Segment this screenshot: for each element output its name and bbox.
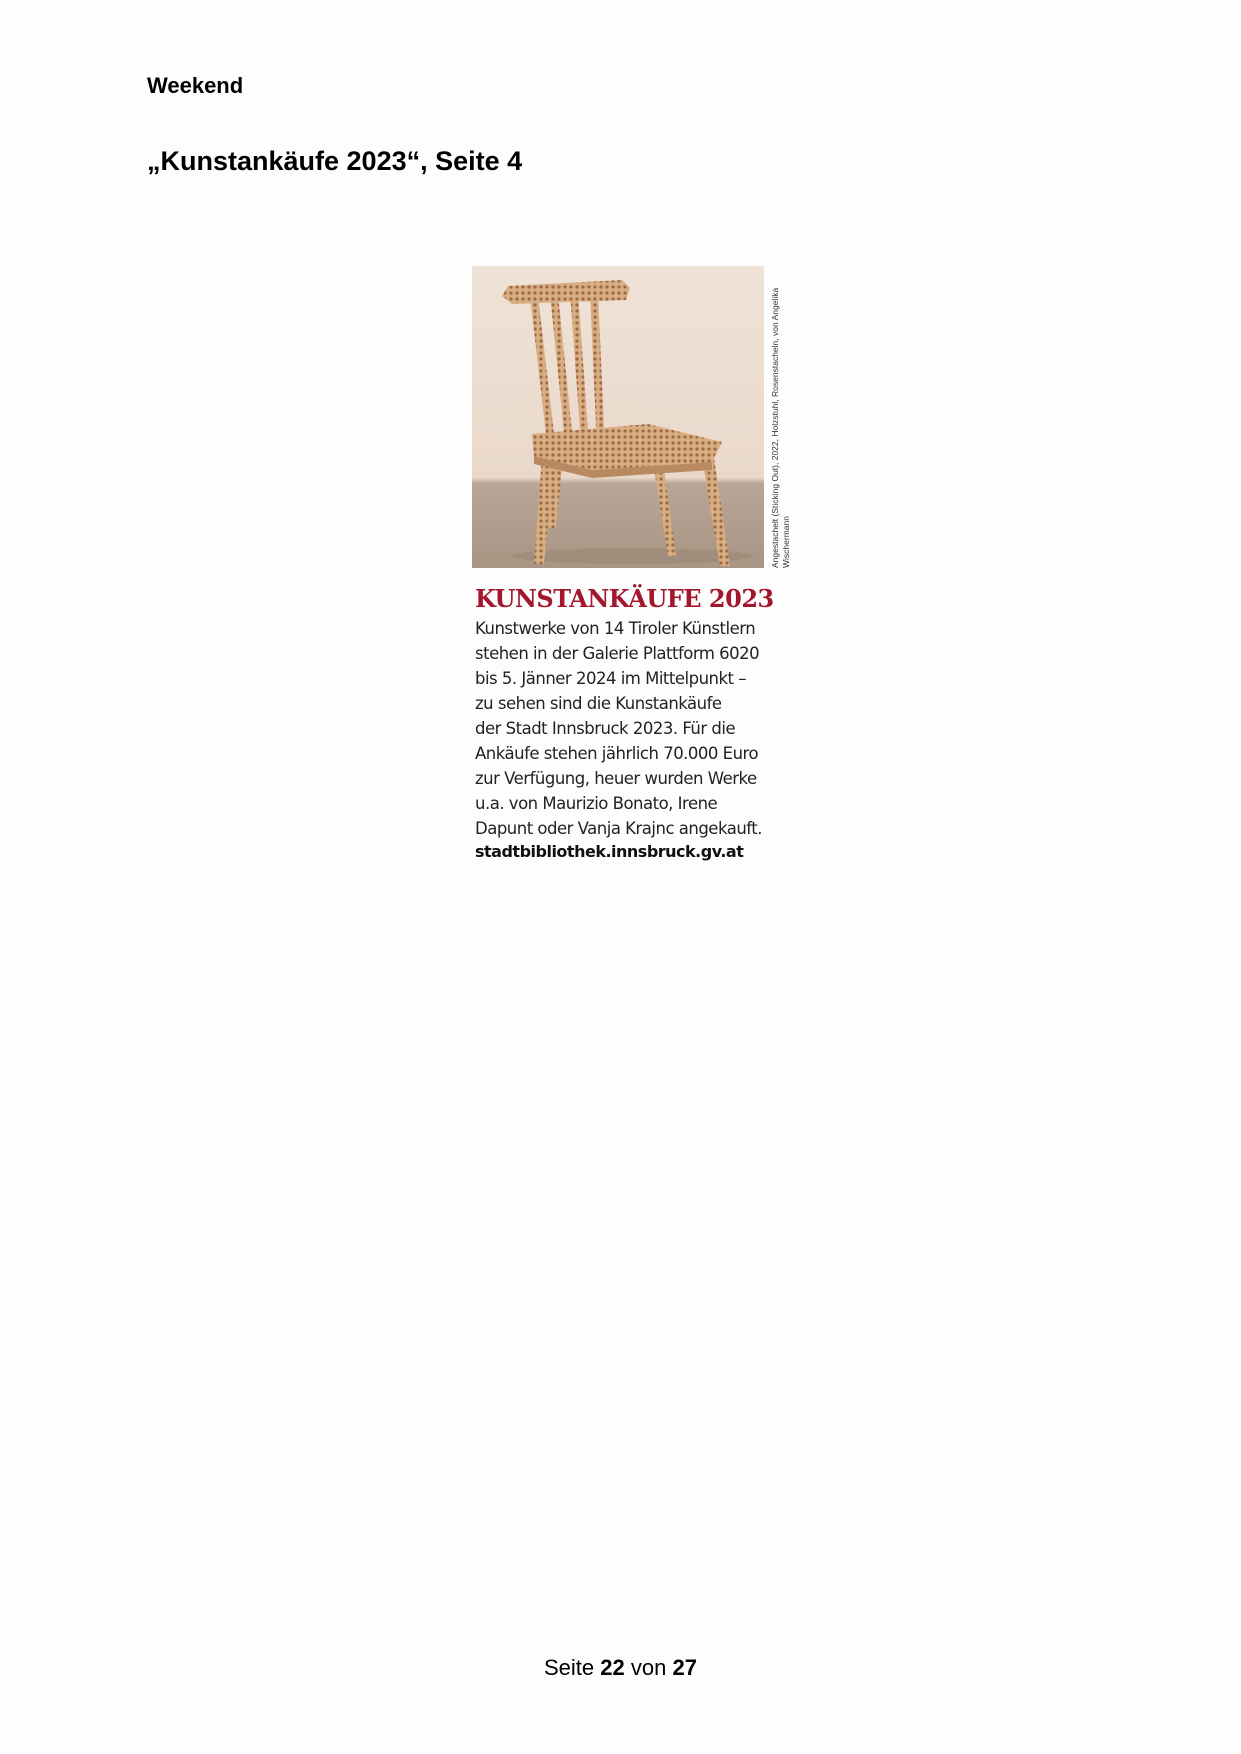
publication-name: Weekend bbox=[147, 73, 244, 98]
chair-photo bbox=[472, 266, 764, 568]
article-headline: KUNSTANKÄUFE 2023 bbox=[475, 584, 774, 613]
photo-credit: Angestachelt (Sticking Out), 2022, Holzstuhl, Rosenstacheln, von Angelika Wischermann bbox=[770, 287, 791, 568]
chair-illustration bbox=[472, 266, 764, 568]
page-separator: von bbox=[630, 1655, 667, 1680]
total-pages: 27 bbox=[672, 1655, 697, 1680]
current-page: 22 bbox=[600, 1655, 625, 1680]
article-url: stadtbibliothek.innsbruck.gv.at bbox=[475, 842, 744, 861]
page-label: Seite bbox=[544, 1655, 595, 1680]
article-body: Kunstwerke von 14 Tiroler Künstlern stehen in der Galerie Plattform 6020 bis 5. Jänner 2024 im Mittelpunkt – zu sehen sind die Kunstankäufe der Stadt Innsbruck 2023. Für die Ankäufe stehen jährlich 70.000 Euro zur Verfügung, heuer wurden Werke u.a. von Maurizio Bonato, Irene Dapunt oder Vanja Krajnc angekauft. bbox=[475, 619, 763, 838]
page-number bbox=[0, 1655, 1241, 1681]
document-title: „Kunstankäufe 2023“, Seite 4 bbox=[147, 146, 523, 176]
